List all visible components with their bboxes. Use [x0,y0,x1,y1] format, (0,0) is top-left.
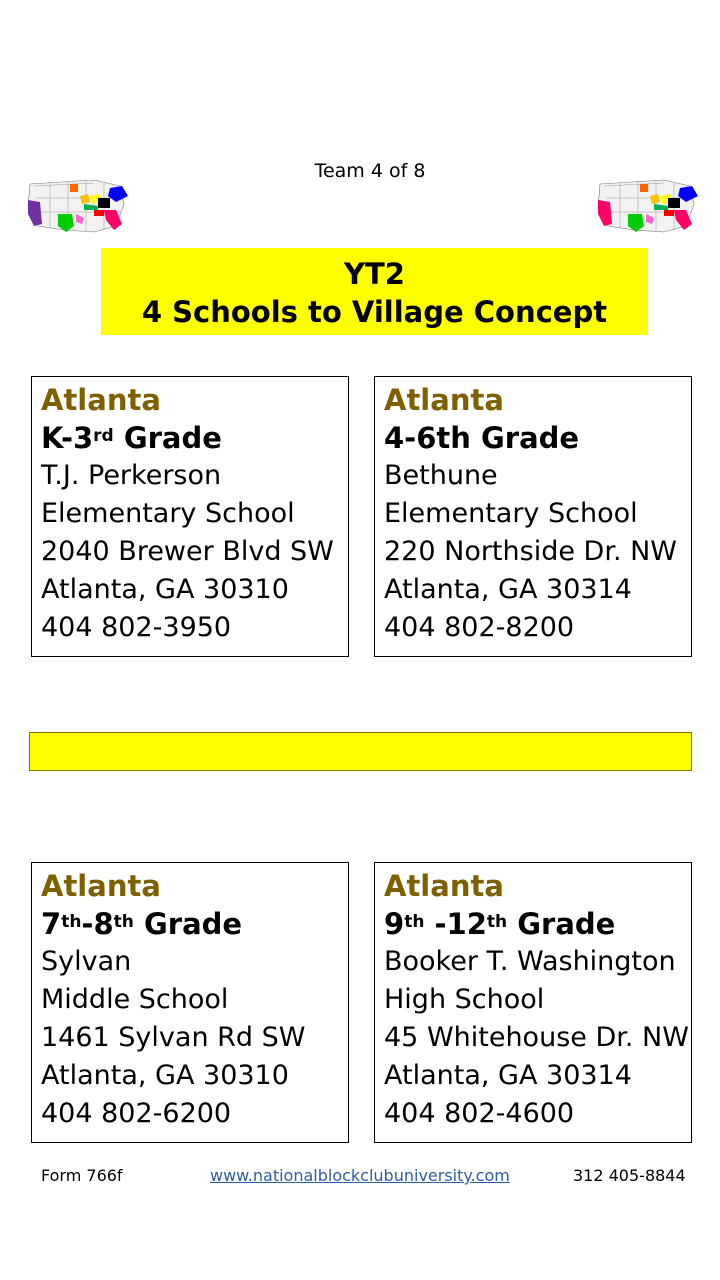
banner-line-2: 4 Schools to Village Concept [141,295,608,329]
grade-label: 4-6th Grade [384,421,580,455]
team-label: Team 4 of 8 [314,160,426,182]
school-type: Elementary School [41,498,295,529]
banner-line-1: YT2 [344,257,405,291]
school-phone: 404 802-8200 [384,612,575,643]
school-name: Bethune [384,460,498,491]
school-city-state: Atlanta, GA 30314 [384,574,632,605]
title-banner [101,248,648,335]
school-address: 45 Whitehouse Dr. NW [384,1022,689,1053]
footer-phone: 312 405-8844 [573,1166,686,1185]
school-type: Middle School [41,984,229,1015]
city-label: Atlanta [384,383,504,417]
school-type: High School [384,984,545,1015]
school-city-state: Atlanta, GA 30314 [384,1060,632,1091]
school-address: 1461 Sylvan Rd SW [41,1022,306,1053]
divider-bar [29,732,692,771]
school-card [31,376,349,657]
city-label: Atlanta [384,869,504,903]
school-card [374,862,692,1143]
school-name: T.J. Perkerson [41,460,222,491]
school-card [31,862,349,1143]
school-phone: 404 802-4600 [384,1098,575,1129]
school-card [374,376,692,657]
school-name: Booker T. Washington [384,946,676,977]
school-name: Sylvan [41,946,132,977]
city-label: Atlanta [41,383,161,417]
school-address: 220 Northside Dr. NW [384,536,678,567]
us-block-map-icon [24,174,132,236]
school-phone: 404 802-6200 [41,1098,232,1129]
school-address: 2040 Brewer Blvd SW [41,536,334,567]
school-city-state: Atlanta, GA 30310 [41,574,289,605]
school-type: Elementary School [384,498,638,529]
form-number: Form 766f [41,1166,123,1185]
school-city-state: Atlanta, GA 30310 [41,1060,289,1091]
city-label: Atlanta [41,869,161,903]
school-phone: 404 802-3950 [41,612,232,643]
website-link-wrap [210,1166,510,1185]
grade-label: 9th -12th Grade [384,907,616,941]
website-link[interactable]: www.nationalblockclubuniversity.com [210,1166,510,1185]
grade-label: 7th-8th Grade [41,907,243,941]
grade-label: K-3rd Grade [41,421,222,455]
us-block-map-icon [594,174,702,236]
